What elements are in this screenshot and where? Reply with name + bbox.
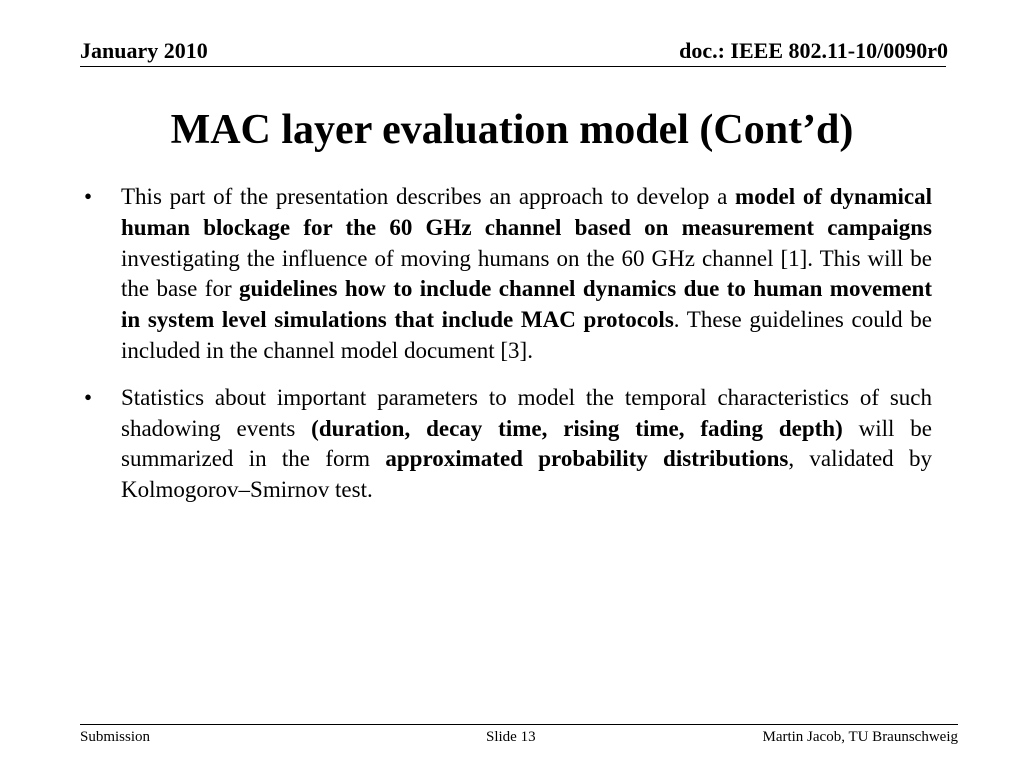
bullet-segment: This part of the presentation describes an approach to develop a	[121, 184, 736, 209]
header-date: January 2010	[80, 38, 208, 63]
slide-body	[80, 182, 932, 506]
bullet-segment: , validated by Kolmogorov–Smirnov test.	[121, 446, 932, 503]
bullet-segment-bold: approximated probability distributions	[385, 446, 789, 472]
slide-title: MAC layer evaluation model (Cont’d)	[170, 107, 854, 153]
header-divider	[80, 66, 946, 67]
footer-slide-number: Slide 13	[486, 729, 536, 745]
bullet-segment: . These guidelines could be included in the channel model document [3].	[121, 307, 932, 363]
bullet-item	[80, 383, 932, 506]
bullet-text	[121, 184, 932, 363]
bullet-segment-bold: guidelines how to include channel dynamics due to human movement in system level simulations that include MAC protocols	[121, 276, 932, 333]
header-doc-id: doc.: IEEE 802.11-10/0090r0	[679, 38, 948, 63]
bullet-segment: Statistics about important parameters to model the temporal characteristics of such shadowing events	[121, 384, 932, 441]
bullet-segment: investigating the influence of moving humans on the 60 GHz channel [1]. This will be the base for	[121, 245, 932, 302]
bullet-text	[121, 385, 932, 502]
bullet-segment-bold: model of dynamical human blockage for the 60 GHz channel based on measurement campaigns	[121, 184, 932, 240]
bullet-marker: •	[84, 384, 93, 410]
bullet-item	[80, 182, 932, 367]
bullet-marker: •	[84, 184, 93, 209]
bullet-segment: will be summarized in the form	[121, 415, 932, 472]
footer-divider	[80, 724, 958, 725]
footer-submission: Submission	[80, 729, 151, 745]
bullet-segment-bold: (duration, decay time, rising time, fading depth)	[311, 415, 843, 441]
footer-author: Martin Jacob, TU Braunschweig	[762, 729, 958, 745]
